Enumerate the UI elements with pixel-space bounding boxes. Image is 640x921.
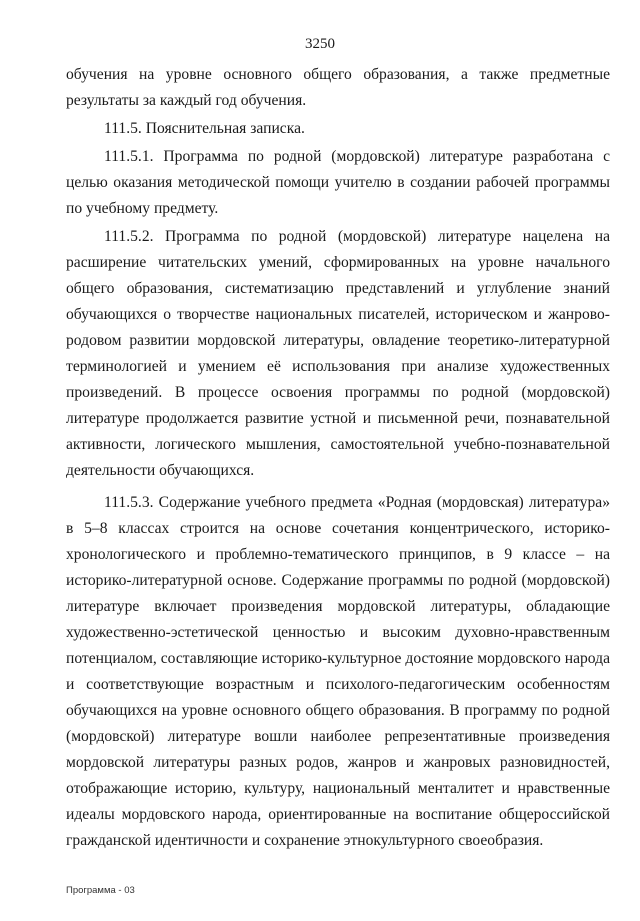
paragraph-111-5-2: 111.5.2. Программа по родной (мордовской) литературе нацелена на расширение читательских умений, сформированных на уровне начального общего образования, систематизацию представлений и углубление знаний обучающихся о творчестве национальных писателей, историческом и жанрово-родовом развитии мордовской литературы, овладение теоретико-литературной терминологией и умением её использования при анализе художественных произведений. В процессе освоения программы по родной (мордовской) литературе продолжается развитие устной и письменной речи, познавательной активности, логического мышления, самостоятельной учебно-познавательной деятельности обучающихся. (66, 228, 610, 479)
footer-label: Программа - 03 (66, 885, 135, 896)
paragraph-111-5-1: 111.5.1. Программа по родной (мордовской) литературе разработана с целью оказания методической помощи учителю в создании рабочей программы по учебному предмету. (66, 148, 610, 217)
paragraph-111-5-3: 111.5.3. Содержание учебного предмета «Родная (мордовская) литература» в 5–8 классах строится на основе сочетания концентрического, историко-хронологического и проблемно-тематического принципов, в 9 классе – на историко-литературной основе. Содержание программы по родной (мордовской) литературе включает произведения мордовской литературы, обладающие художественно-эстетической ценностью и высоким духовно-нравственным потенциалом, составляющие историко-культурное достояние мордовского народа и соответствующие возрастным и психолого-педагогическим особенностям обучающихся на уровне основного общего образования. В программу по родной (мордовской) литературе вошли наиболее репрезентативные произведения мордовской литературы разных родов, жанров и жанровых разновидностей, отображающие историю, культуру, национальный менталитет и нравственные идеалы мордовского народа, ориентированные на воспитание общероссийской гражданской идентичности и сохранение этнокультурного своеобразия. (66, 494, 610, 849)
paragraph-section-heading: 111.5. Пояснительная записка. (104, 120, 305, 137)
page-number: 3250 (305, 36, 335, 52)
paragraph-continuation: обучения на уровне основного общего образования, а также предметные результаты за каждый год обучения. (66, 66, 610, 109)
document-body (66, 62, 610, 854)
